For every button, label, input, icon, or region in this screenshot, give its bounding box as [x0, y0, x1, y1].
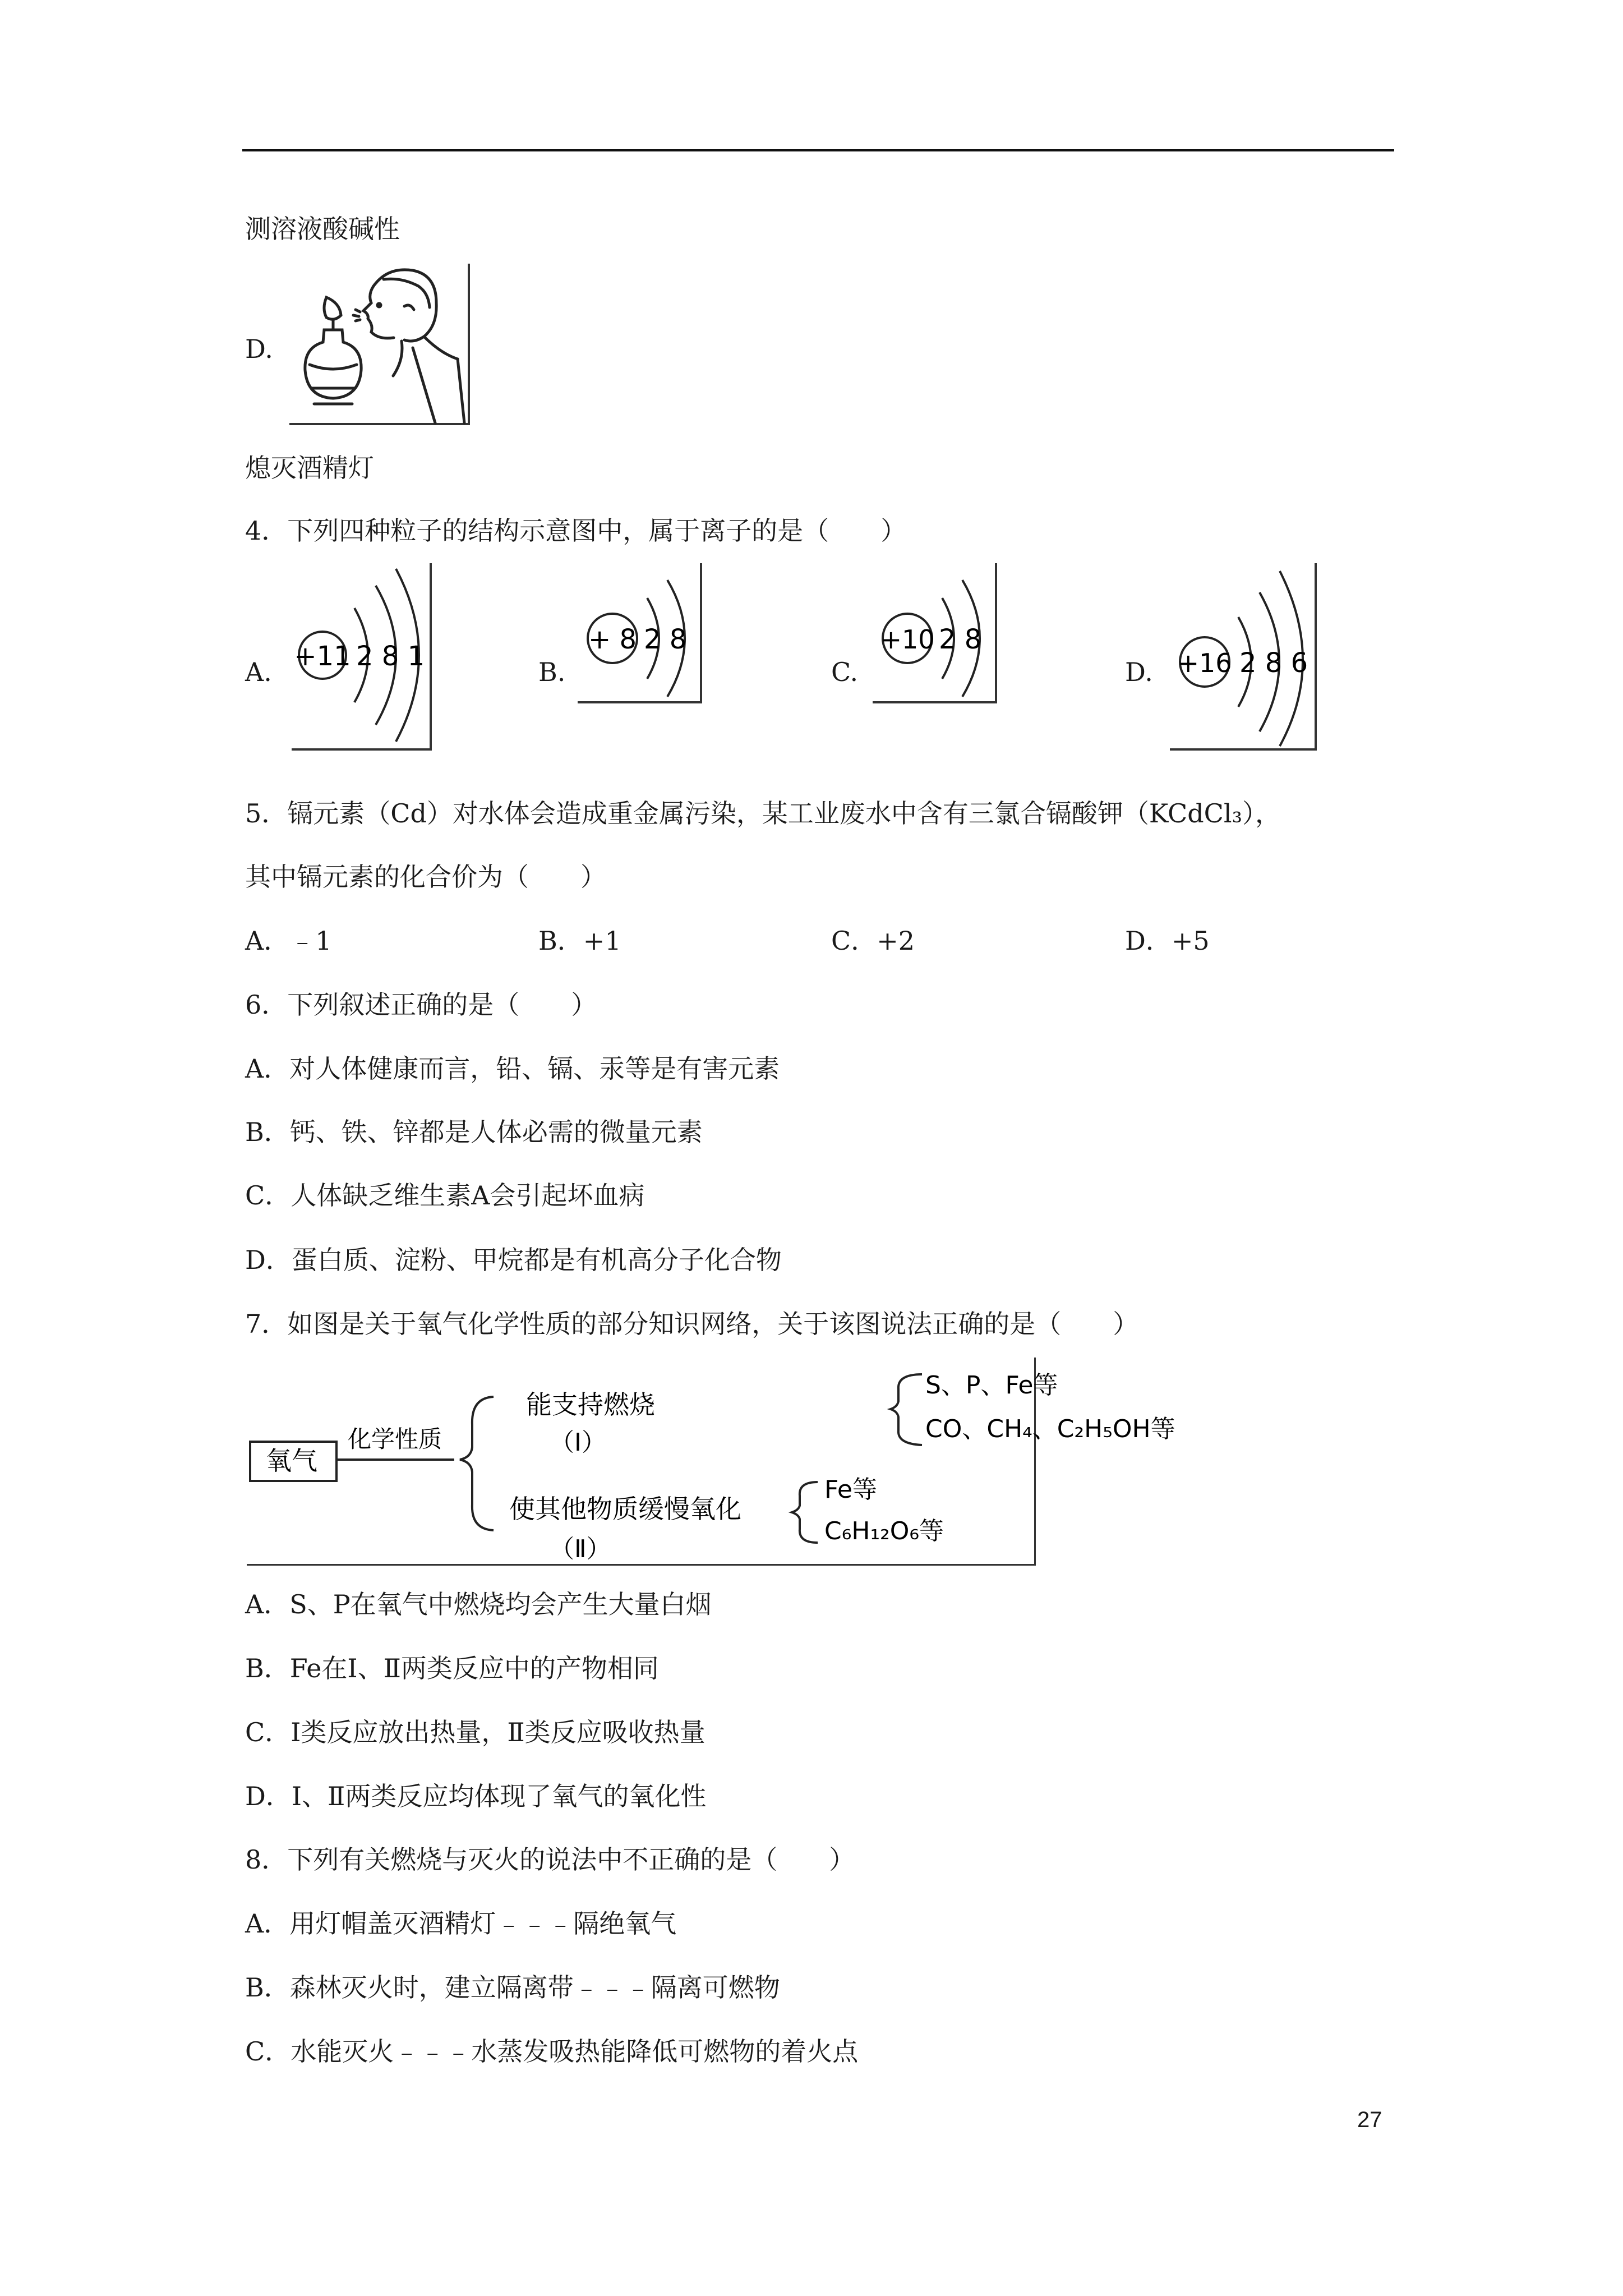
nucleus-charge: +16 [1177, 648, 1232, 678]
oxygen-properties-diagram [247, 1358, 1175, 1564]
q6-option-d: D．蛋白质、淀粉、甲烷都是有机高分子化合物 [245, 1245, 782, 1275]
q4-option-c-diagram [873, 563, 997, 703]
branch-slow-oxidation-item-1: Fe等 [824, 1475, 877, 1504]
question-7-stem: 7．如图是关于氧气化学性质的部分知识网络，关于该图说法正确的是（ ） [245, 1309, 1139, 1339]
electron-shells: 2 8 6 [1239, 647, 1308, 679]
blowing-lamp-figure [289, 264, 470, 425]
q4-option-b-diagram [578, 563, 702, 703]
option-c-caption: 测溶液酸碱性 [245, 214, 400, 244]
branch-combustion-item-1: S、P、Fe等 [925, 1371, 1058, 1400]
q5-option-c: C．+2 [831, 926, 915, 956]
q7-option-a: A．S、P在氧气中燃烧均会产生大量白烟 [245, 1589, 712, 1619]
atom-structure-diagram [1170, 563, 1315, 748]
q5-option-a: A．﹣1 [245, 926, 332, 956]
branch-combustion: 能支持燃烧 [526, 1389, 655, 1420]
question-4-stem: 4．下列四种粒子的结构示意图中，属于离子的是（ ） [245, 516, 907, 546]
branch-combustion-tag: （Ⅰ） [550, 1428, 606, 1457]
electron-shells: 2 8 1 [356, 641, 425, 672]
q4-option-b-label: B. [538, 657, 566, 687]
q5-option-d: D．+5 [1125, 926, 1210, 956]
option-d-caption: 熄灭酒精灯 [245, 453, 374, 483]
q5-option-b: B．+1 [538, 926, 621, 956]
oxygen-label: 氧气 [266, 1446, 317, 1476]
q8-option-a: A．用灯帽盖灭酒精灯﹣﹣﹣隔绝氧气 [245, 1908, 677, 1939]
branch-slow-oxidation-item-2: C₆H₁₂O₆等 [824, 1517, 944, 1545]
atom-structure-diagram [292, 563, 430, 748]
question-6-stem: 6．下列叙述正确的是（ ） [245, 990, 597, 1020]
question-5-stem-line2: 其中镉元素的化合价为（ ） [245, 862, 606, 892]
q4-option-d-diagram [1170, 563, 1317, 751]
q8-option-b: B．森林灭火时，建立隔离带﹣﹣﹣隔离可燃物 [245, 1972, 780, 2003]
question-8-stem: 8．下列有关燃烧与灭火的说法中不正确的是（ ） [245, 1844, 855, 1875]
atom-structure-diagram [873, 563, 995, 701]
branch-combustion-item-2: CO、CH₄、C₂H₅OH等 [925, 1415, 1175, 1443]
oxygen-knowledge-network [247, 1358, 1175, 1566]
nucleus-charge: + 8 [588, 624, 637, 655]
q4-option-a-diagram [292, 563, 432, 751]
option-d-label: D. [245, 334, 273, 364]
branch-slow-oxidation-tag: （Ⅱ） [550, 1535, 611, 1563]
q7-option-b: B．Fe在Ⅰ、Ⅱ两类反应中的产物相同 [245, 1653, 659, 1683]
nucleus-charge: +11 [294, 641, 351, 672]
q4-option-a-label: A. [245, 657, 272, 687]
q4-option-d-label: D. [1125, 657, 1153, 687]
header-rule [242, 149, 1394, 151]
q7-option-d: D．Ⅰ、Ⅱ两类反应均体现了氧气的氧化性 [245, 1781, 707, 1811]
question-5-stem-line1: 5．镉元素（Cd）对水体会造成重金属污染，某工业废水中含有三氯合镉酸钾（KCdCl₃）， [245, 798, 1281, 829]
chemical-property-label: 化学性质 [348, 1425, 442, 1453]
branch-slow-oxidation: 使其他物质缓慢氧化 [509, 1494, 741, 1524]
q8-option-c: C．水能灭火﹣﹣﹣水蒸发吸热能降低可燃物的着火点 [245, 2036, 859, 2067]
q6-option-a: A．对人体健康而言，铅、镉、汞等是有害元素 [245, 1053, 780, 1084]
q7-option-c: C．Ⅰ类反应放出热量，Ⅱ类反应吸收热量 [245, 1717, 706, 1747]
q6-option-b: B．钙、铁、锌都是人体必需的微量元素 [245, 1117, 703, 1147]
q6-option-c: C．人体缺乏维生素A会引起坏血病 [245, 1180, 645, 1211]
person-blowing-lamp-illustration [289, 264, 468, 423]
electron-shells: 2 8 [939, 624, 982, 655]
page-number: 27 [1357, 2108, 1382, 2132]
atom-structure-diagram [578, 563, 700, 701]
electron-shells: 2 8 [644, 624, 687, 655]
nucleus-charge: +10 [880, 624, 935, 655]
q4-option-c-label: C. [831, 657, 859, 687]
